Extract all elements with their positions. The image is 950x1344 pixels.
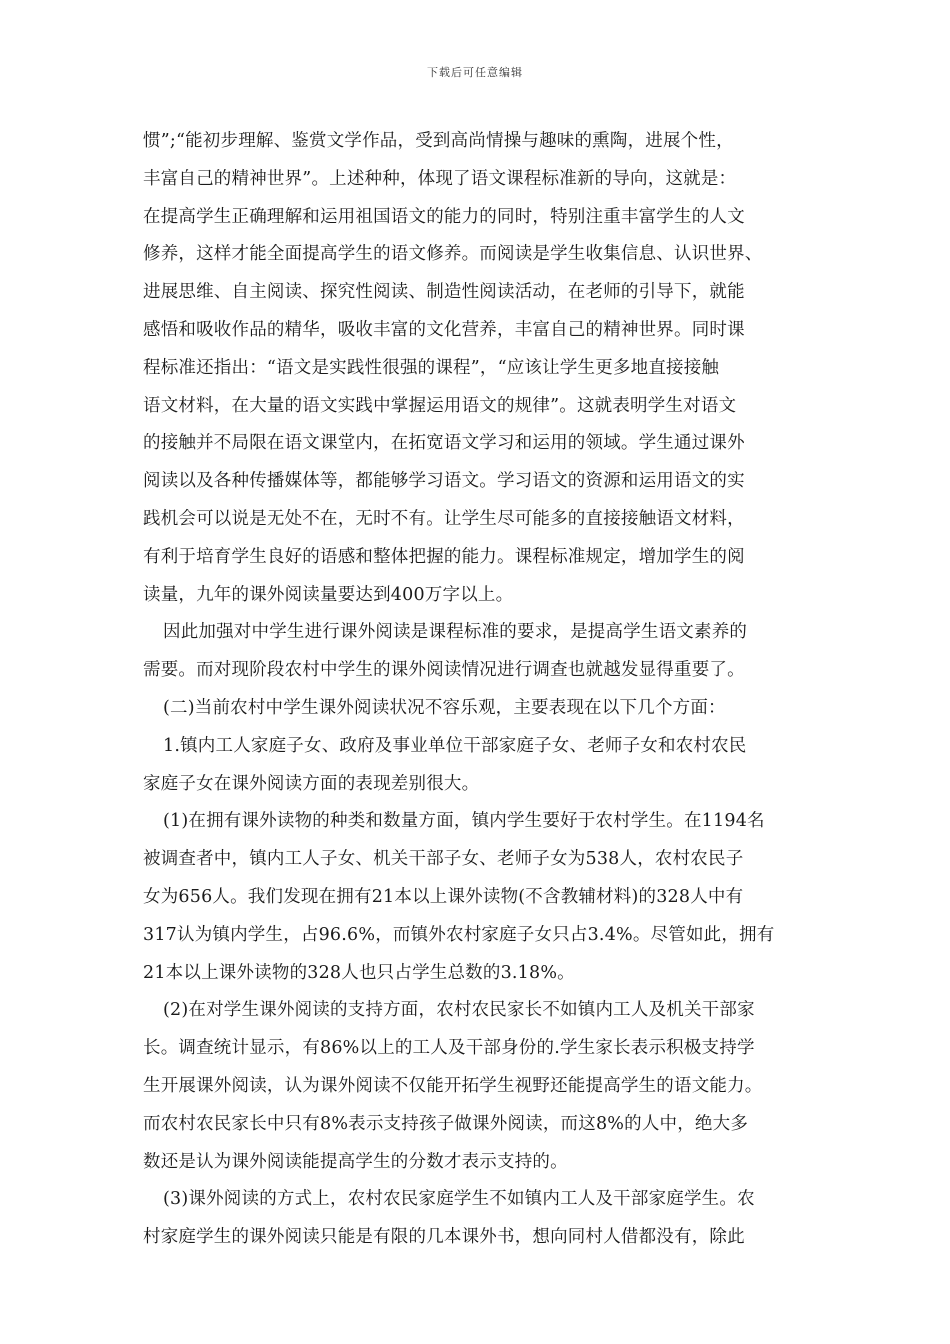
text-line: 生开展课外阅读，认为课外阅读不仅能开拓学生视野还能提高学生的语文能力。: [143, 1075, 763, 1096]
text-line: 程标准还指出：“语文是实践性很强的课程”，“应该让学生更多地直接接触: [143, 357, 720, 378]
text-line: (2)在对学生课外阅读的支持方面，农村农民家长不如镇内工人及机关干部家: [163, 1000, 755, 1021]
text-line: 数还是认为课外阅读能提高学生的分数才表示支持的。: [143, 1151, 568, 1172]
text-line: 惯”;“能初步理解、鉴赏文学作品，受到高尚情操与趣味的熏陶，进展个性，: [143, 131, 734, 151]
text-line: 家庭子女在课外阅读方面的表现差别很大。: [143, 773, 480, 794]
text-line: 而农村农民家长中只有8%表示支持孩子做课外阅读，而这8%的人中，绝大多: [143, 1113, 749, 1134]
text-line: 有利于培育学生良好的语感和整体把握的能力。课程标准规定，增加学生的阅: [143, 546, 745, 567]
text-line: (1)在拥有课外读物的种类和数量方面，镇内学生要好于农村学生。在1194名: [163, 811, 765, 832]
text-line: 读量，九年的课外阅读量要达到400万字以上。: [143, 584, 514, 605]
text-line: 的接触并不局限在语文课堂内，在拓宽语文学习和运用的领域。学生通过课外: [143, 433, 745, 454]
text-line: 在提高学生正确理解和运用祖国语文的能力的同时，特别注重丰富学生的人文: [143, 206, 745, 227]
text-line: 因此加强对中学生进行课外阅读是课程标准的要求，是提高学生语文素养的: [163, 622, 748, 643]
text-line: 被调查者中，镇内工人子女、机关干部子女、老师子女为538人，农村农民子: [143, 849, 744, 870]
text-line: 阅读以及各种传播媒体等，都能够学习语文。学习语文的资源和运用语文的实: [143, 471, 745, 492]
text-line: (3)课外阅读的方式上，农村农民家庭学生不如镇内工人及干部家庭学生。农: [163, 1189, 755, 1210]
text-line: 进展思维、自主阅读、探究性阅读、制造性阅读活动，在老师的引导下，就能: [143, 282, 745, 303]
text-line: (二)当前农村中学生课外阅读状况不容乐观，主要表现在以下几个方面：: [163, 697, 726, 718]
text-line: 村家庭学生的课外阅读只能是有限的几本课外书，想向同村人借都没有，除此: [143, 1227, 745, 1248]
text-line: 感悟和吸收作品的精华，吸收丰富的文化营养，丰富自己的精神世界。同时课: [143, 319, 745, 340]
page-header: 下载后可任意编辑: [427, 66, 523, 79]
text-line: 践机会可以说是无处不在，无时不有。让学生尽可能多的直接接触语文材料，: [143, 508, 745, 529]
text-line: 女为656人。我们发现在拥有21本以上课外读物(不含教辅材料)的328人中有: [143, 886, 744, 907]
text-line: 丰富自己的精神世界”。上述种种，体现了语文课程标准新的导向，这就是：: [143, 168, 737, 189]
text-line: 语文材料，在大量的语文实践中掌握运用语文的规律”。这就表明学生对语文: [143, 395, 737, 416]
text-line: 长。调查统计显示，有86%以上的工人及干部身份的.学生家长表示积极支持学: [143, 1038, 755, 1059]
text-line: 21本以上课外读物的328人也只占学生总数的3.18%。: [143, 962, 575, 983]
text-line: 317认为镇内学生，占96.6%，而镇外农村家庭子女只占3.4%。尽管如此，拥有: [143, 924, 775, 945]
text-line: 1.镇内工人家庭子女、政府及事业单位干部家庭子女、老师子女和农村农民: [163, 735, 747, 756]
text-line: 修养，这样才能全面提高学生的语文修养。而阅读是学生收集信息、认识世界、: [143, 244, 763, 265]
text-line: 需要。而对现阶段农村中学生的课外阅读情况进行调查也就越发显得重要了。: [143, 660, 745, 681]
document-body: [143, 123, 813, 1257]
